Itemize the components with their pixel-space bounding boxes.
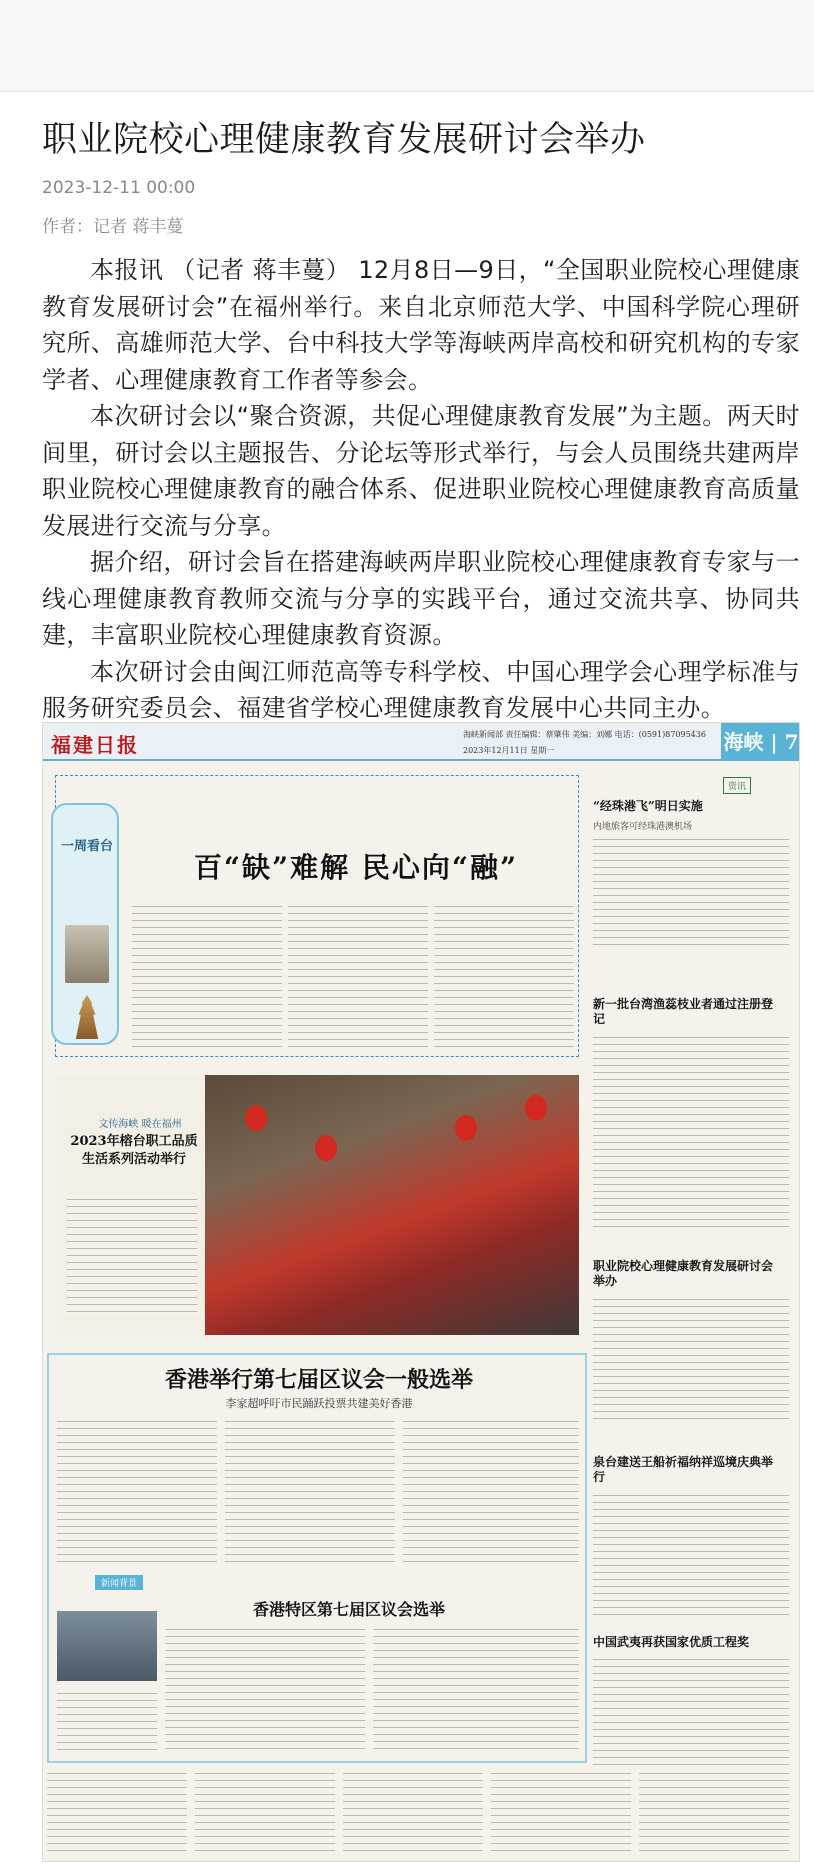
bottom-columns bbox=[47, 1769, 795, 1859]
lantern-icon bbox=[455, 1115, 477, 1141]
hk-election-box bbox=[47, 1353, 587, 1763]
masthead-meta: 海峡新闻部 责任编辑：蔡肇伟 美编：刘娜 电话：(0591)87095436 bbox=[463, 730, 706, 739]
hk-text bbox=[57, 1417, 217, 1567]
brief-text bbox=[593, 1491, 789, 1621]
bottom-text bbox=[195, 1769, 335, 1855]
newspaper-page-image bbox=[42, 722, 800, 1862]
lead-text bbox=[434, 902, 574, 1050]
hk-text bbox=[165, 1625, 365, 1755]
section-label: 海峡 | 7 bbox=[721, 723, 800, 761]
brief-text bbox=[593, 835, 789, 945]
brief-text bbox=[593, 1655, 789, 1765]
lead-text bbox=[288, 902, 428, 1050]
top-bar bbox=[0, 0, 814, 92]
publish-date: 2023-12-11 00:00 bbox=[42, 178, 196, 198]
bottom-text bbox=[47, 1769, 187, 1855]
bottom-text bbox=[491, 1769, 631, 1855]
reporter-photo bbox=[65, 925, 109, 983]
news-brief-column bbox=[587, 775, 793, 1775]
article-title: 职业院校心理健康教育发展研讨会举办 bbox=[42, 120, 646, 160]
hk-text bbox=[373, 1625, 579, 1755]
hk-text bbox=[57, 1689, 157, 1755]
brief-headline: “经珠港飞”明日实施 bbox=[593, 799, 703, 813]
lead-text bbox=[132, 902, 282, 1050]
brief-headline: 泉台建送王船祈福纳祥巡境庆典举行 bbox=[593, 1455, 774, 1484]
article-author: 作者：记者 蒋丰蔓 bbox=[42, 217, 184, 237]
masthead-date: 2023年12月11日 星期一 bbox=[463, 746, 555, 755]
bottom-text bbox=[639, 1769, 789, 1855]
pagoda-icon bbox=[73, 995, 101, 1039]
weekly-badge bbox=[51, 803, 119, 1045]
lantern-icon bbox=[315, 1135, 337, 1161]
hk-subheadline: 李家超呼吁市民踊跃投票共建美好香港 bbox=[225, 1397, 413, 1410]
lead-story-box bbox=[55, 775, 579, 1057]
lantern-icon bbox=[525, 1095, 547, 1121]
weekly-badge-label: 一周看台 bbox=[60, 839, 113, 854]
paragraph: 本次研讨会由闽江师范高等专科学校、中国心理学会心理学标准与服务研究委员会、福建省学校心理健康教育发展中心共同主办。 bbox=[42, 657, 800, 722]
hk-headline-secondary: 香港特区第七届区议会选举 bbox=[252, 1600, 445, 1619]
news-background-tag: 新闻背景 bbox=[95, 1575, 143, 1590]
paragraph: 本次研讨会以“聚合资源，共促心理健康教育发展”为主题。两天时间里，研讨会以主题报告、分论坛等形式举行，与会人员围绕共建两岸职业院校心理健康教育的融合体系、促进职业院校心理健康教育高质量发展进行交流与分享。 bbox=[42, 402, 800, 540]
brief-headline: 职业院校心理健康教育发展研讨会举办 bbox=[593, 1259, 774, 1288]
brief-tag: 资讯 bbox=[723, 777, 751, 794]
article-body bbox=[42, 252, 800, 727]
banner-text bbox=[67, 1195, 197, 1315]
bottom-text bbox=[343, 1769, 483, 1855]
brief-headline: 中国武夷再获国家优质工程奖 bbox=[593, 1635, 750, 1649]
hk-headline: 香港举行第七届区议会一般选举 bbox=[164, 1367, 473, 1393]
lead-headline: 百“缺”难解 民心向“融” bbox=[193, 851, 519, 884]
newspaper-logo: 福建日报 bbox=[51, 733, 139, 757]
brief-text bbox=[593, 1033, 789, 1233]
newspaper-masthead bbox=[43, 723, 800, 761]
banner-title: 2023年榕台职工品质生活系列活动举行 bbox=[70, 1134, 198, 1167]
brief-subhead: 内地旅客可经珠港澳机场 bbox=[593, 822, 693, 832]
feature-banner bbox=[55, 1075, 579, 1335]
paragraph: 据介绍，研讨会旨在搭建海峡两岸职业院校心理健康教育专家与一线心理健康教育教师交流与分享的实践平台，通过交流共享、协同共建，丰富职业院校心理健康教育资源。 bbox=[42, 548, 800, 649]
paragraph: 本报讯 （记者 蒋丰蔓） 12月8日—9日，“全国职业院校心理健康教育发展研讨会”在福州举行。来自北京师范大学、中国科学院心理研究所、高雄师范大学、台中科技大学等海峡两岸高校和研究机构的专家学者、心理健康教育工作者等参会。 bbox=[42, 256, 800, 394]
hk-text bbox=[225, 1417, 395, 1567]
brief-headline: 新一批台湾渔蕊枝业者通过注册登记 bbox=[593, 997, 774, 1026]
banner-photo bbox=[205, 1075, 579, 1335]
hk-photo bbox=[57, 1611, 157, 1681]
lantern-icon bbox=[245, 1105, 267, 1131]
hk-text bbox=[403, 1417, 579, 1567]
banner-tag: 文传海峡 暖在福州 bbox=[98, 1119, 182, 1130]
brief-text bbox=[593, 1295, 789, 1425]
